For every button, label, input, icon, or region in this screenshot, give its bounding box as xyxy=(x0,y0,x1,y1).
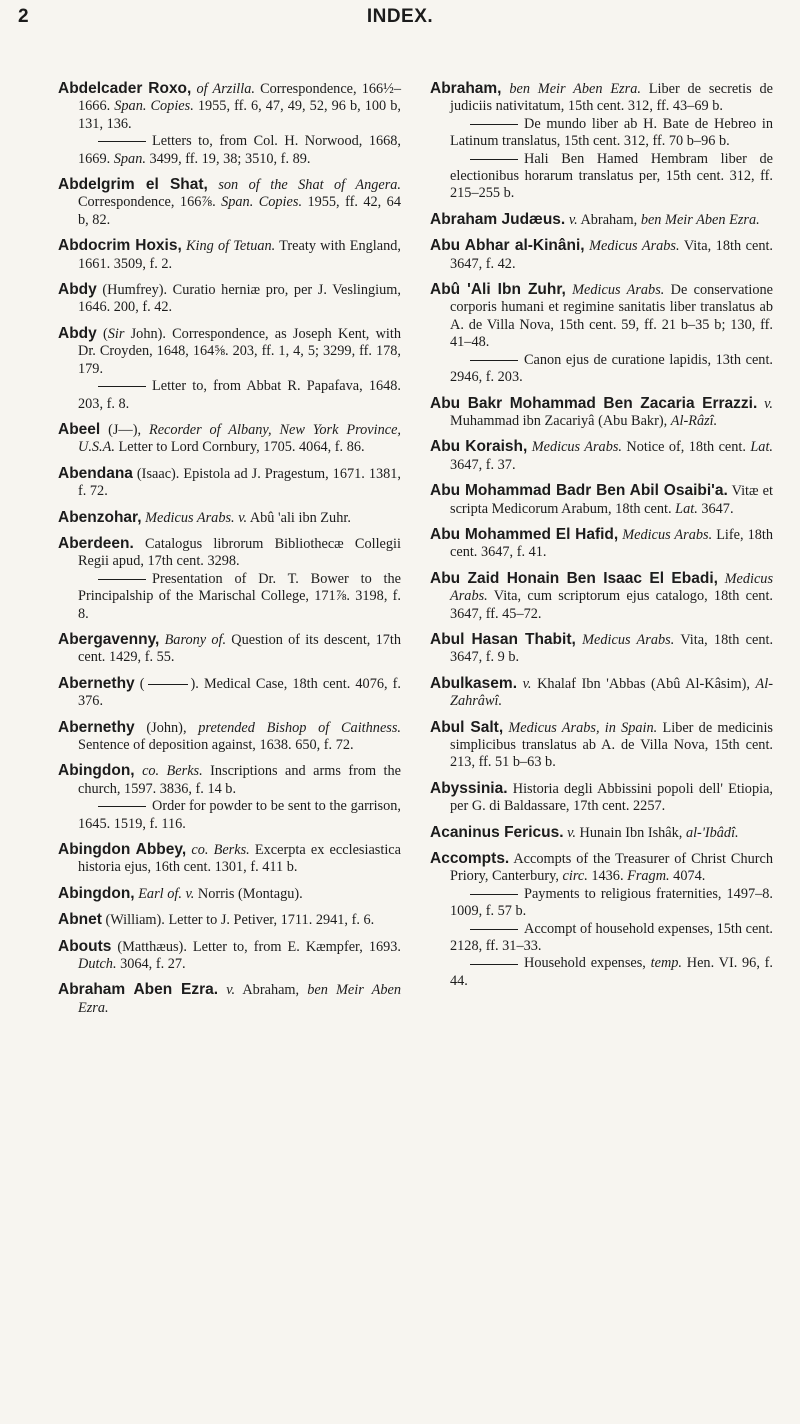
headword: Abdelgrim el Shat, xyxy=(58,176,208,194)
main-entry xyxy=(430,438,773,474)
main-entry xyxy=(430,675,773,711)
entry-text: Excerpta ex ecclesiastica historia ejus, 16th cent. 1301, f. 411 b. xyxy=(78,842,401,876)
entry-text: al-'Ibâdî. xyxy=(685,824,739,841)
entry-text: co. Berks. xyxy=(191,842,250,859)
entry-text: ben Meir Aben Ezra. xyxy=(78,982,401,1016)
sub-entry xyxy=(58,378,401,413)
headword: Abraham Aben Ezra. xyxy=(58,981,219,999)
main-entry xyxy=(58,885,401,903)
headword: Abernethy xyxy=(58,718,135,736)
entry-text: Muhammad ibn Zacariyâ (Abu Bakr), xyxy=(450,412,671,429)
entry-text: v. xyxy=(567,824,576,841)
headword: Abdy xyxy=(58,281,97,299)
entry-text: John). Correspondence, as Joseph Kent, with Dr. Croyden, 1648, 164⅝. 203, ff. 1, 4, 5; 3299, ff. 178, 179. xyxy=(78,325,401,377)
entry-text: Vita, cum scriptorum ejus catalogo, 18th cent. 3647, ff. 45–72. xyxy=(450,588,773,622)
entry-text: Presentation of Dr. T. Bower to the Principalship of the Marischal College, 171⅞. 3198, f. 8. xyxy=(78,570,401,622)
main-entry xyxy=(430,631,773,667)
headword: Abingdon, xyxy=(58,884,135,902)
ditto-rule xyxy=(470,929,518,930)
index-entry xyxy=(58,325,401,413)
entry-text: Historia degli Abbissini popoli dell' Etiopia, per G. di Baldassare, 17th cent. 2257. xyxy=(450,780,773,815)
main-entry xyxy=(58,762,401,798)
entry-text: Khalaf Ibn 'Abbas (Abû Al-Kâsim), xyxy=(531,675,756,692)
headword: Abraham Judæus. xyxy=(430,210,566,228)
entry-text: Earl of. xyxy=(138,885,182,902)
headword: Acaninus Fericus. xyxy=(430,823,564,841)
sub-entry xyxy=(58,798,401,833)
main-entry xyxy=(430,719,773,772)
entry-text: 3647, f. 37. xyxy=(450,456,516,473)
entry-text: (Matthæus). Letter to, from E. Kæmpfer, 1693. xyxy=(111,938,401,955)
index-entry xyxy=(58,762,401,833)
entry-text: Treaty with England, 1661. 3509, f. 2. xyxy=(78,238,401,272)
entry-text: Notice of, 18th cent. xyxy=(622,439,751,456)
sub-entry xyxy=(430,116,773,151)
ditto-rule xyxy=(470,124,518,125)
index-entry xyxy=(58,938,401,974)
entry-text: Medicus Arabs. xyxy=(582,631,675,648)
entry-text: Barony of. xyxy=(164,631,227,648)
entry-text: son of the Shat of Angera. xyxy=(218,177,402,194)
ditto-rule xyxy=(98,806,146,807)
main-entry xyxy=(58,841,401,877)
entry-text: Sentence of deposition against, 1638. 650, f. 72. xyxy=(78,737,354,753)
page-header xyxy=(0,6,800,32)
main-entry xyxy=(430,80,773,116)
entry-text: Accompt of household expenses, 15th cent. 2128, ff. 31–33. xyxy=(450,920,773,955)
entry-text: Medicus Arabs. xyxy=(572,282,665,299)
entry-text: Medicus Arabs. xyxy=(589,238,680,255)
entry-text: Letter to, from Abbat R. Papafava, 1648. 203, f. 8. xyxy=(78,378,401,412)
entry-text: Medicus Arabs. xyxy=(145,509,235,526)
main-entry xyxy=(430,824,773,842)
ditto-rule xyxy=(98,386,146,387)
entry-text: Recorder of Albany, New York Province, U.S.A. xyxy=(78,421,401,456)
index-entry xyxy=(58,911,401,929)
index-entry xyxy=(58,421,401,457)
headword: Abeel xyxy=(58,420,101,438)
entry-text: Payments to religious fraternities, 1497–8. 1009, f. 57 b. xyxy=(450,885,773,920)
entry-text: ( xyxy=(96,325,108,342)
entry-text: Span. xyxy=(113,150,146,167)
entry-text: Liber de medicinis simplicibus translatus ab A. de Villa Nova, 15th cent. 213, ff. 51 b–63 b. xyxy=(450,719,773,771)
main-entry xyxy=(430,780,773,816)
main-entry xyxy=(58,911,401,929)
headword: Abnet xyxy=(58,911,102,929)
entry-text: Inscriptions and arms from the church, 1597. 3836, f. 14 b. xyxy=(78,763,401,797)
main-entry xyxy=(430,237,773,273)
headword: Abu Abhar al-Kinâni, xyxy=(430,237,585,255)
entry-text: Lat. xyxy=(675,500,698,517)
headword: Abu Bakr Mohammad Ben Zacaria Errazzi. xyxy=(430,394,758,412)
main-entry xyxy=(58,675,401,711)
index-entry xyxy=(430,526,773,562)
entry-text xyxy=(718,571,725,587)
headword: Abyssinia. xyxy=(430,779,508,797)
sub-entry xyxy=(58,133,401,168)
entry-text: Al-Râzî. xyxy=(670,412,718,429)
index-entry xyxy=(430,281,773,386)
main-entry xyxy=(58,465,401,501)
entry-text: De mundo liber ab H. Bate de Hebreo in Latinum translatus, 15th cent. 312, ff. 70 b–96 b. xyxy=(450,115,773,150)
index-entry xyxy=(58,80,401,168)
main-entry xyxy=(58,981,401,1017)
main-entry xyxy=(430,211,773,229)
headword: Aberdeen. xyxy=(58,534,134,552)
entry-text: Hunain Ibn Ishâk, xyxy=(575,824,686,841)
index-entry xyxy=(430,850,773,990)
sub-entry xyxy=(430,151,773,203)
entry-text: Letters to, from Col. H. Norwood, 1668, 1669. xyxy=(78,133,401,167)
entry-text: Correspondence, 166½–1666. xyxy=(78,81,402,115)
right-column xyxy=(430,80,773,998)
ditto-rule xyxy=(470,964,518,965)
entry-text: v. xyxy=(226,982,236,999)
index-entry xyxy=(58,675,401,711)
index-entry xyxy=(430,395,773,431)
entry-text: Medicus Arabs. xyxy=(622,526,713,543)
entry-text: Vita, 18th cent. 3647, f. 9 b. xyxy=(450,631,774,666)
ditto-rule xyxy=(470,360,518,361)
entry-text: Vitæ et scripta Medicorum Arabum, 18th cent. xyxy=(450,483,773,517)
main-entry xyxy=(58,719,401,755)
headword: Abdelcader Roxo, xyxy=(58,80,192,97)
main-entry xyxy=(58,281,401,317)
entry-text: temp. xyxy=(650,955,682,972)
sub-entry xyxy=(430,352,773,387)
ditto-rule xyxy=(470,159,518,160)
headword: Abernethy xyxy=(58,674,135,692)
entry-text xyxy=(135,763,142,779)
entry-text: v. xyxy=(185,885,195,902)
entry-text: Life, 18th cent. 3647, f. 41. xyxy=(450,526,774,561)
main-entry xyxy=(58,535,401,571)
entry-text: Letter to Lord Cornbury, 1705. 4064, f. 86. xyxy=(114,439,365,456)
main-entry xyxy=(430,526,773,562)
headword: Abu Mohammad Badr Ben Abil Osaibi'a. xyxy=(430,482,728,500)
main-entry xyxy=(430,482,773,518)
entry-text: 3064, f. 27. xyxy=(116,956,186,973)
entry-text: Span. Copies. xyxy=(114,98,194,115)
entry-text: Span. Copies. xyxy=(221,194,303,211)
index-entry xyxy=(58,535,401,623)
entry-text: Abraham, xyxy=(235,982,308,999)
index-entry xyxy=(430,80,773,203)
ditto-rule xyxy=(98,141,146,142)
index-entry xyxy=(430,211,773,229)
main-entry xyxy=(58,631,401,667)
entry-text: ). Medical Case, 18th cent. 4076, f. 376. xyxy=(78,675,401,710)
entry-text: ( xyxy=(134,675,145,692)
entry-text: 3647. xyxy=(697,500,734,517)
entry-text: Accompts of the Treasurer of Christ Church Priory, Canterbury, xyxy=(450,851,773,885)
entry-text: Canon ejus de curatione lapidis, 13th cent. 2946, f. 203. xyxy=(450,351,773,386)
entry-text: circ. xyxy=(562,868,588,885)
entry-text: (John), xyxy=(134,719,199,736)
headword: Abendana xyxy=(58,464,133,482)
entry-text: Medicus Arabs, in Spain. xyxy=(508,719,658,736)
entry-text xyxy=(218,982,226,998)
entry-text: Abraham, xyxy=(577,211,641,228)
index-entry xyxy=(58,176,401,229)
index-entry xyxy=(58,509,401,527)
entry-text: Abû 'ali ibn Zuhr. xyxy=(247,509,351,526)
index-entry xyxy=(430,438,773,474)
headword: Abul Salt, xyxy=(430,718,504,736)
entry-text: 1436. xyxy=(587,868,628,885)
entry-text: of Arzilla. xyxy=(196,81,255,97)
entry-text: Question of its descent, 17th cent. 1429, f. 55. xyxy=(78,631,402,666)
entry-text: Sir xyxy=(107,325,125,342)
entry-text: v. xyxy=(764,395,773,412)
headword: Abingdon, xyxy=(58,762,135,780)
headword: Abingdon Abbey, xyxy=(58,841,187,859)
main-entry xyxy=(58,80,401,133)
headword: Abdocrim Hoxis, xyxy=(58,237,182,255)
entry-text: v. xyxy=(238,509,248,526)
entry-text: 3499, ff. 19, 38; 3510, f. 89. xyxy=(145,150,311,167)
page-number: 2 xyxy=(18,6,29,27)
ditto-rule xyxy=(98,579,146,580)
headword: Abu Zaid Honain Ben Isaac El Ebadi, xyxy=(430,569,718,587)
index-entry xyxy=(58,465,401,501)
index-entry xyxy=(58,631,401,667)
main-entry xyxy=(58,237,401,273)
index-entry xyxy=(58,281,401,317)
entry-text: Household expenses, xyxy=(524,955,651,972)
entry-text: (William). Letter to J. Petiver, 1711. 2941, f. 6. xyxy=(101,912,375,929)
main-entry xyxy=(58,176,401,229)
index-entry xyxy=(430,570,773,623)
running-head: INDEX. xyxy=(366,6,434,27)
main-entry xyxy=(430,850,773,886)
entry-text: 1955, ff. 6, 47, 49, 52, 96 b, 100 b, 131, 136. xyxy=(78,98,402,132)
entry-text: Medicus Arabs. xyxy=(531,439,622,456)
entry-text xyxy=(208,177,218,193)
entry-text: (Isaac). Epistola ad J. Pragestum, 1671. 1381, f. 72. xyxy=(78,465,401,500)
headword: Abdy xyxy=(58,324,97,342)
ditto-rule xyxy=(470,894,518,895)
entry-text: ben Meir Aben Ezra. xyxy=(509,81,641,97)
headword: Accompts. xyxy=(430,850,510,868)
sub-entry xyxy=(430,886,773,921)
main-entry xyxy=(430,570,773,623)
headword: Abul Hasan Thabit, xyxy=(430,630,576,648)
entry-text: Catalogus librorum Bibliothecæ Collegii Regii apud, 17th cent. 3298. xyxy=(78,535,401,570)
entry-text: King of Tetuan. xyxy=(185,238,276,255)
entry-text: v. xyxy=(568,211,578,228)
entry-text: Vita, 18th cent. 3647, f. 42. xyxy=(450,238,774,272)
index-entry xyxy=(430,719,773,772)
entry-text: (J—), xyxy=(100,421,149,438)
index-entry xyxy=(430,675,773,711)
headword: Abraham, xyxy=(430,80,502,97)
index-entry xyxy=(430,482,773,518)
main-entry xyxy=(430,281,773,352)
main-entry xyxy=(58,938,401,974)
entry-text: Lat. xyxy=(750,439,774,456)
entry-text: De conservatione corporis humani et regimine sanitatis liber translatus ab A. de Villa Nova, 15th cent. 59, ff. 21 b–35 b; 130, ff. 41–48. xyxy=(450,282,773,351)
entry-text: Hali Ben Hamed Hembram liber de electionibus horarum translatus per, 15th cent. 312, ff. 215–255 b. xyxy=(450,150,773,202)
entry-text: Norris (Montagu). xyxy=(194,885,303,902)
entry-text: Liber de secretis de judiciis nativitatum, 15th cent. 312, ff. 43–69 b. xyxy=(450,81,774,115)
entry-text: Dutch. xyxy=(78,956,117,973)
index-entry xyxy=(58,885,401,903)
entry-text: (Humfrey). Curatio herniæ pro, per J. Veslingium, 1646. 200, f. 42. xyxy=(78,282,401,316)
headword: Abergavenny, xyxy=(58,630,160,648)
index-entry xyxy=(430,780,773,816)
entry-text: pretended Bishop of Caithness. xyxy=(198,719,401,736)
left-column xyxy=(58,80,401,1025)
headword: Abouts xyxy=(58,937,112,955)
main-entry xyxy=(58,421,401,457)
entry-text: co. Berks. xyxy=(142,763,203,780)
sub-entry xyxy=(430,955,773,990)
index-entry xyxy=(430,631,773,667)
entry-text: ben Meir Aben Ezra. xyxy=(640,211,760,228)
index-entry xyxy=(58,841,401,877)
entry-text: Al-Zahrâwî. xyxy=(450,675,774,710)
sub-entry xyxy=(58,571,401,623)
index-entry xyxy=(430,237,773,273)
headword: Abu Mohammed El Hafid, xyxy=(430,525,619,543)
index-entry xyxy=(430,824,773,842)
index-entry xyxy=(58,981,401,1017)
sub-entry xyxy=(430,921,773,956)
main-entry xyxy=(58,509,401,527)
entry-text: Order for powder to be sent to the garrison, 1645. 1519, f. 116. xyxy=(78,798,401,832)
main-entry xyxy=(58,325,401,378)
entry-text: Hen. VI. 96, f. 44. xyxy=(450,955,773,989)
headword: Abu Koraish, xyxy=(430,438,528,456)
entry-text: Fragm. xyxy=(627,868,670,885)
main-entry xyxy=(430,395,773,431)
headword: Abulkasem. xyxy=(430,674,518,692)
headword: Abenzohar, xyxy=(58,508,142,526)
entry-text: Correspondence, 166⅞. xyxy=(78,194,222,211)
entry-text: 1955, ff. 42, 64 b, 82. xyxy=(78,194,401,228)
entry-text: 4074. xyxy=(669,868,706,885)
entry-text: Medicus Arabs. xyxy=(450,570,774,605)
index-entry xyxy=(58,237,401,273)
headword: Abû 'Ali Ibn Zuhr, xyxy=(430,281,566,299)
blank-name-rule xyxy=(148,684,188,685)
entry-text: v. xyxy=(522,675,532,692)
index-entry xyxy=(58,719,401,755)
